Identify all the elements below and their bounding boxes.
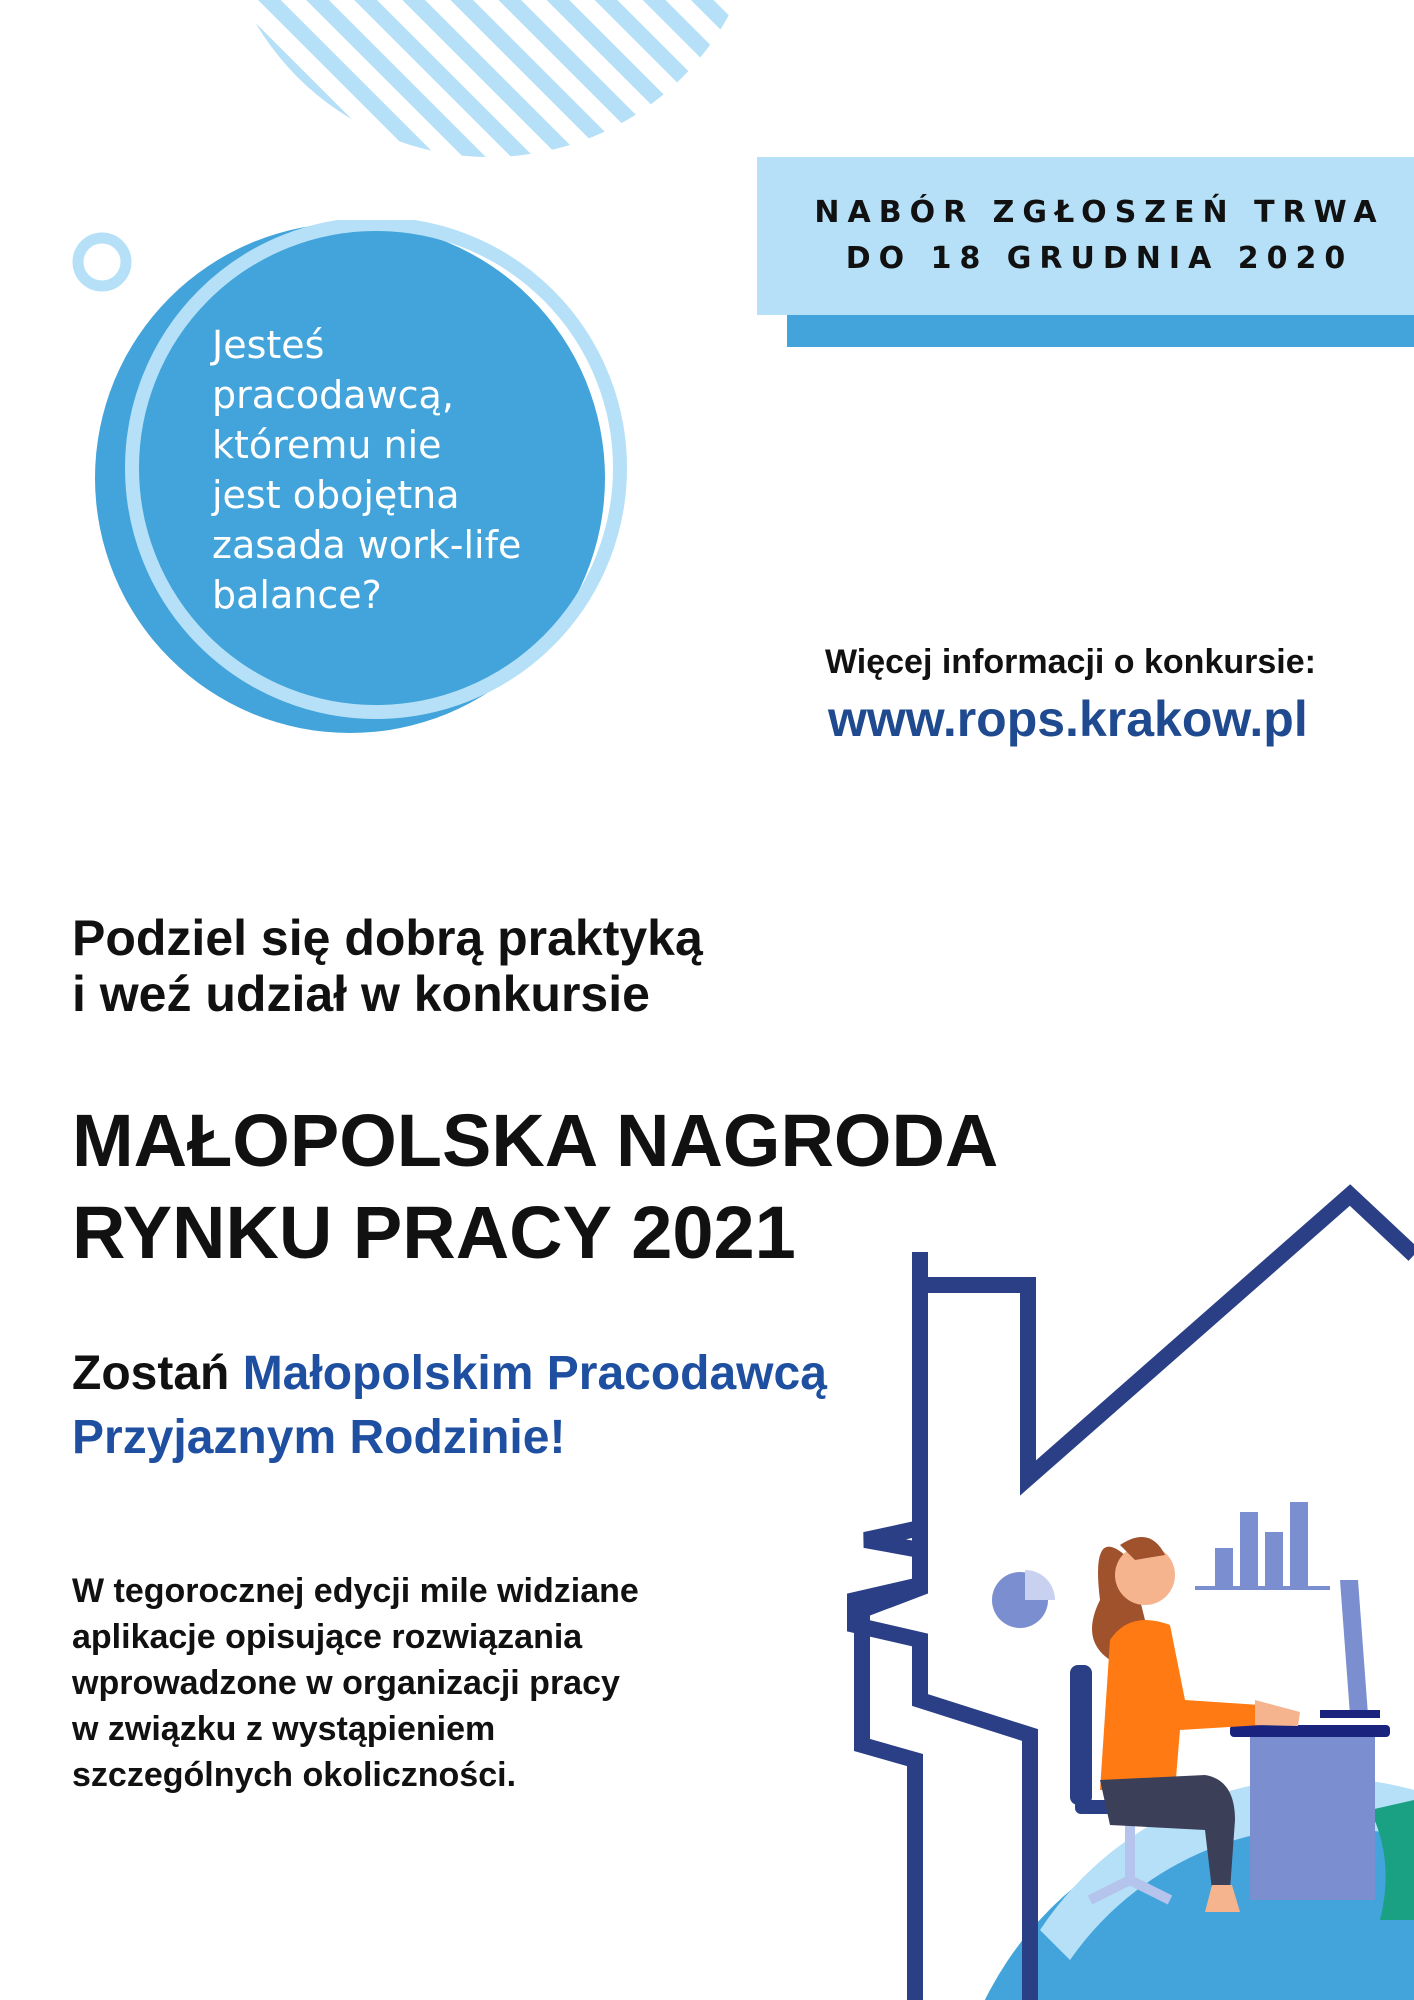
chair-back [1070,1665,1092,1805]
cta-heading [72,1342,827,1470]
deadline-line-1: NABÓR ZGŁOSZEŃ TRWA [814,195,1385,230]
cta-prefix: Zostań [72,1347,230,1400]
intro-line-2: i weź udział w konkursie [72,966,650,1022]
deadline-line-2: DO 18 GRUDNIA 2020 [845,241,1354,276]
description-paragraph [72,1568,712,1798]
monitor-icon [1340,1580,1368,1715]
description-line: szczególnych okoliczności. [72,1756,517,1794]
description-line: W tegorocznej edycji mile widziane [72,1572,639,1610]
orange-sweater [1100,1620,1262,1790]
intro-line-1: Podziel się dobrą praktyką [72,910,703,966]
description-line: aplikacje opisujące rozwiązania [72,1618,583,1656]
cta-highlight-1: Małopolskim Pracodawcą [242,1347,827,1400]
bubble-line: jest obojętna [212,473,460,517]
bubble-line: Jesteś [212,323,325,367]
title-line-1: MAŁOPOLSKA NAGRODA [72,1099,999,1182]
bubble-line: pracodawcą, [212,373,454,417]
description-line: wprowadzone w organizacji pracy [72,1664,620,1702]
more-info-label: Więcej informacji o konkursie: [825,643,1316,681]
desk-top [1230,1725,1390,1737]
bubble-line: któremu nie [212,423,442,467]
cta-highlight-2: Przyjaznym Rodzinie! [72,1411,566,1464]
hand [1255,1700,1300,1726]
title-line-2: RYNKU PRACY 2021 [72,1191,796,1274]
desk [1250,1725,1375,1900]
description-line: w związku z wystąpieniem [72,1710,496,1748]
bubble-line: balance? [212,573,382,617]
website-link[interactable]: www.rops.krakow.pl [828,691,1308,747]
bubble-line: zasada work-life [212,523,522,567]
bar-chart-icon [1195,1502,1330,1590]
